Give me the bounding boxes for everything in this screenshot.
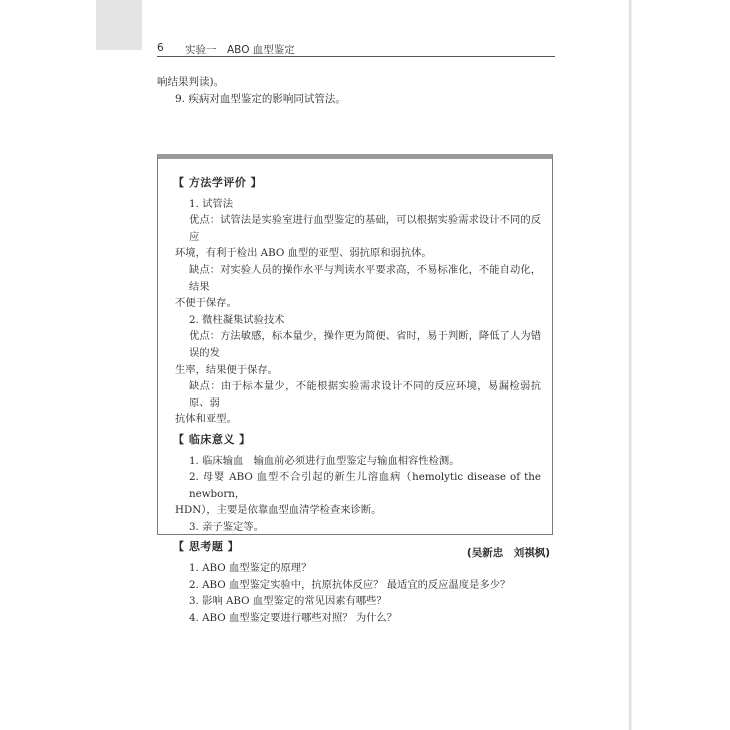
text-line: 不便于保存。 bbox=[175, 297, 237, 310]
text-line: 环境，有利于检出 ABO 血型的亚型、弱抗原和弱抗体。 bbox=[175, 247, 432, 260]
text-line: 1. ABO 血型鉴定的原理？ bbox=[189, 562, 312, 575]
text-line: 2. 微柱凝集试验技术 bbox=[189, 313, 285, 326]
text-line: 1. 试管法 bbox=[189, 197, 233, 210]
page-edge bbox=[629, 0, 632, 730]
intro-line: 9. 疾病对血型鉴定的影响同试管法。 bbox=[175, 93, 346, 105]
text-line: 抗体和亚型。 bbox=[175, 413, 237, 426]
chapter-title: 实验一 ABO 血型鉴定 bbox=[185, 44, 295, 56]
section-title-method: 【 方法学评价 】 bbox=[173, 176, 263, 189]
text-line: 3. 影响 ABO 血型鉴定的常见因素有哪些？ bbox=[189, 595, 387, 608]
text-line: 缺点：由于标本量少，不能根据实验需求设计不同的反应环境，易漏检弱抗原、弱 bbox=[189, 380, 541, 409]
text-line: 缺点：对实验人员的操作水平与判读水平要求高，不易标准化，不能自动化，结果 bbox=[189, 263, 541, 293]
page-corner-shadow bbox=[96, 0, 142, 50]
section-title-clinical: 【 临床意义 】 bbox=[173, 432, 251, 446]
text-line: 4. ABO 血型鉴定要进行哪些对照？ 为什么？ bbox=[189, 611, 398, 624]
text-line: 1. 临床输血 输血前必须进行血型鉴定与输血相容性检测。 bbox=[189, 454, 460, 467]
text-line: 3. 亲子鉴定等。 bbox=[189, 520, 264, 533]
text-line: 优点：方法敏感，标本量少，操作更为简便、省时，易于判断，降低了人为错误的发 bbox=[189, 330, 541, 359]
intro-text bbox=[157, 74, 555, 108]
text-line: 2. ABO 血型鉴定实验中，抗原抗体反应？ 最适宜的反应温度是多少？ bbox=[189, 578, 511, 591]
intro-line: 响结果判读)。 bbox=[157, 76, 225, 88]
author-signature: (吴新忠 刘祺枫) bbox=[466, 547, 550, 559]
text-line: HDN），主要是依靠血型血清学检查来诊断。 bbox=[175, 504, 382, 517]
text-line: 生率，结果便于保存。 bbox=[175, 363, 278, 376]
page-number: 6 bbox=[157, 42, 164, 54]
text-line: 2. 母婴 ABO 血型不合引起的新生儿溶血病（hemolytic disease of the newborn， bbox=[189, 471, 541, 500]
header-rule bbox=[157, 56, 555, 57]
section-title-questions: 【 思考题 】 bbox=[173, 540, 240, 554]
text-line: 优点：试管法是实验室进行血型鉴定的基础，可以根据实验需求设计不同的反应 bbox=[189, 214, 541, 243]
